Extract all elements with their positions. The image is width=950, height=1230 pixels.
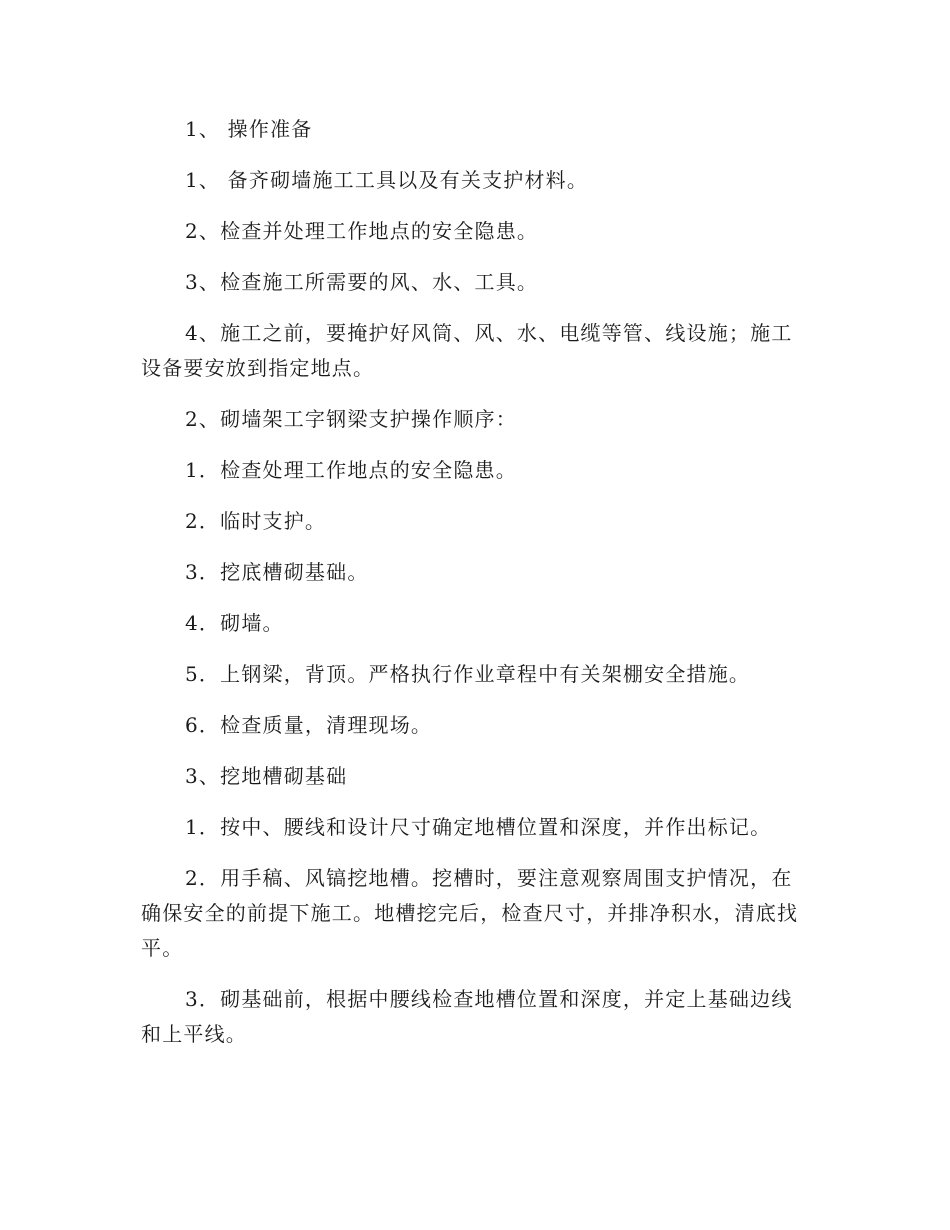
section-heading-trench-foundation: 3、挖地槽砌基础 [185, 764, 348, 788]
paragraph: 1、 备齐砌墙施工工具以及有关支护材料。 [185, 168, 589, 192]
paragraph: 6．检查质量，清理现场。 [185, 713, 433, 737]
section-heading-operation-prep: 1、 操作准备 [185, 117, 313, 141]
paragraph: 2．用手稿、风镐挖地槽。挖槽时，要注意观察周围支护情况，在确保安全的前提下施工。地槽挖完后，检查尺寸，并排净积水，清底找平。 [141, 866, 799, 960]
paragraph: 4．砌墙。 [185, 611, 284, 635]
document-body [141, 112, 809, 1068]
paragraph: 3、检查施工所需要的风、水、工具。 [185, 270, 539, 294]
paragraph: 5．上钢梁，背顶。严格执行作业章程中有关架棚安全措施。 [185, 662, 751, 686]
paragraph: 4、施工之前，要掩护好风筒、风、水、电缆等管、线设施；施工设备要安放到指定地点。 [141, 321, 793, 380]
paragraph: 1．检查处理工作地点的安全隐患。 [185, 458, 517, 482]
paragraph: 1．按中、腰线和设计尺寸确定地槽位置和深度，并作出标记。 [185, 815, 772, 839]
paragraph: 3．挖底槽砌基础。 [185, 560, 369, 584]
paragraph: 2．临时支护。 [185, 509, 327, 533]
paragraph: 2、检查并处理工作地点的安全隐患。 [185, 219, 539, 243]
paragraph: 3．砌基础前，根据中腰线检查地槽位置和深度，并定上基础边线和上平线。 [141, 987, 793, 1046]
section-heading-support-procedure: 2、砌墙架工字钢梁支护操作顺序： [185, 407, 517, 431]
